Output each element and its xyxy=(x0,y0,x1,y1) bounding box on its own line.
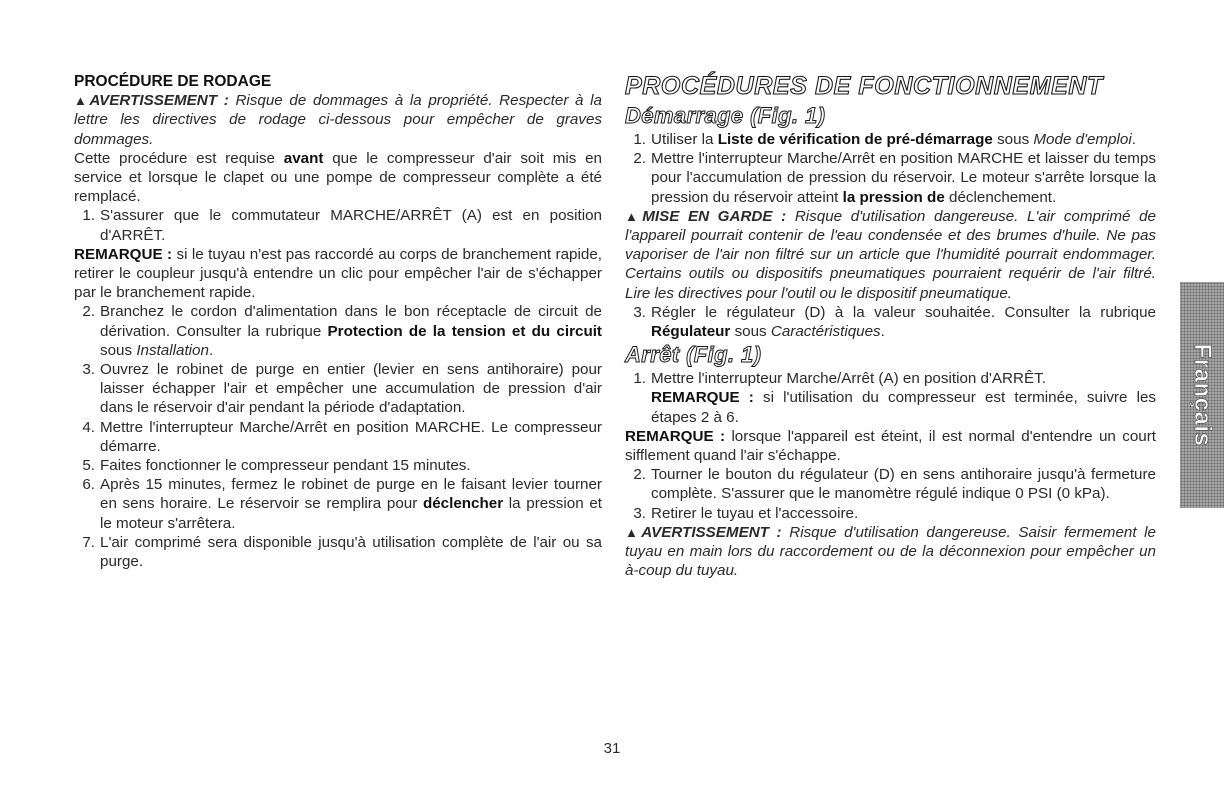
note-label: REMARQUE : xyxy=(74,245,173,263)
caution-text: Risque d'utilisation dangereuse. L'air comprimé de l'appareil pourrait contenir de l'eau condensée et des brumes d'huile. Ne pas vaporiser de l'air non filtré sur un article que l'humidité pourrait endommager. Certains outils ou dispositifs pneumatiques pourraient requérir de l'air filtré. Lire les directives pour l'outil ou le dispositif pneumatique. xyxy=(625,207,1156,302)
warning-paragraph xyxy=(74,91,602,149)
list-item: 3. Régler le régulateur (D) à la valeur souhaitée. Consulter la rubrique Régulateur sous Caractéristiques. xyxy=(633,303,1156,341)
warning-triangle-icon: ▲ xyxy=(625,208,643,224)
list-item: 2. Branchez le cordon d'alimentation dans le bon réceptacle de circuit de dérivation. Consulter la rubrique Protection de la tension et du circuit sous Installation. xyxy=(82,303,602,359)
right-column xyxy=(625,72,1156,580)
warning-text: Risque de dommages à la propriété. Respecter à la lettre les directives de rodage ci-dessous pour empêcher de graves dommages. xyxy=(74,92,602,148)
warning-triangle-icon: ▲ xyxy=(625,524,642,540)
list-item: 2. Tourner le bouton du régulateur (D) en sens antihoraire jusqu'à fermeture complète. S'assurer que le manomètre régulé indique 0 PSI (0 kPa). xyxy=(633,466,1156,503)
list-item: 7. L'air comprimé sera disponible jusqu'à utilisation complète de l'air ou sa purge. xyxy=(82,533,602,571)
language-side-tab xyxy=(1180,282,1224,508)
page-number: 31 xyxy=(603,740,621,757)
break-in-heading: PROCÉDURE DE RODAGE xyxy=(74,73,272,90)
list-item: 6. Après 15 minutes, fermez le robinet de purge en le faisant levier tourner en sens horaire. Le réservoir se remplira pour déclencher la pression et le moteur s'arrêtera. xyxy=(82,476,602,532)
note-paragraph: REMARQUE : lorsque l'appareil est éteint, il est normal d'entendre un court sifflement quand l'air s'échappe. xyxy=(625,427,1157,465)
list-item: 2. Mettre l'interrupteur Marche/Arrêt en position MARCHE et laisser du temps pour l'accumulation de pression du réservoir. Le moteur s'arrête lorsque la pression du réservoir atteint la pression de déclenchement. xyxy=(633,150,1156,206)
list-item: 1. S'assurer que le commutateur MARCHE/ARRÊT (A) est en position d'ARRÊT. xyxy=(82,207,602,244)
warning-triangle-icon: ▲ xyxy=(74,93,90,109)
list-item: 5. Faites fonctionner le compresseur pendant 15 minutes. xyxy=(82,457,471,475)
list-item: 1. Utiliser la Liste de vérification de pré-démarrage sous Mode d'emploi. xyxy=(633,131,1136,148)
caution-label: MISE EN GARDE : xyxy=(642,207,787,225)
warning-paragraph: ▲AVERTISSEMENT : Risque d'utilisation dangereuse. Saisir fermement le tuyau en main lors du raccordement ou de la déconnexion pour empêcher un à-coup du tuyau. xyxy=(625,523,1156,580)
list-item: 3. Ouvrez le robinet de purge en entier (levier en sens antihoraire) pour laisser échapper l'air et empêcher une accumulation de pression d'air dans le réservoir d'air pendant la période d'adaptation. xyxy=(82,361,602,417)
intro-paragraph: Cette procédure est requise avant que le compresseur d'air soit mis en service et lorsque le clapet ou une pompe de compresseur complète a été remplacé. xyxy=(74,149,602,206)
section-title: PROCÉDURES DE FONCTIONNEMENT xyxy=(625,72,1103,100)
list-item: 1. Mettre l'interrupteur Marche/Arrêt (A) en position d'ARRÊT. xyxy=(633,370,1046,388)
caution-paragraph xyxy=(625,207,1156,303)
stop-heading: Arrêt (Fig. 1) xyxy=(625,342,762,368)
start-heading: Démarrage (Fig. 1) xyxy=(625,103,826,128)
list-item: 3. Retirer le tuyau et l'accessoire. xyxy=(633,504,859,522)
language-tab-label: Français xyxy=(1189,343,1216,447)
list-item: 4. Mettre l'interrupteur Marche/Arrêt en position MARCHE. Le compresseur démarre. xyxy=(82,418,602,455)
warning-label: AVERTISSEMENT : xyxy=(89,92,229,110)
left-column xyxy=(74,72,602,571)
note-paragraph: REMARQUE : si le tuyau n'est pas raccordé au corps de branchement rapide, retirer le coupleur jusqu'à entendre un clic pour empêcher l'air de s'échapper par le branchement rapide. xyxy=(74,245,602,302)
sub-note: REMARQUE : si l'utilisation du compresseur est terminée, suivre les étapes 2 à 6. xyxy=(651,389,1157,426)
